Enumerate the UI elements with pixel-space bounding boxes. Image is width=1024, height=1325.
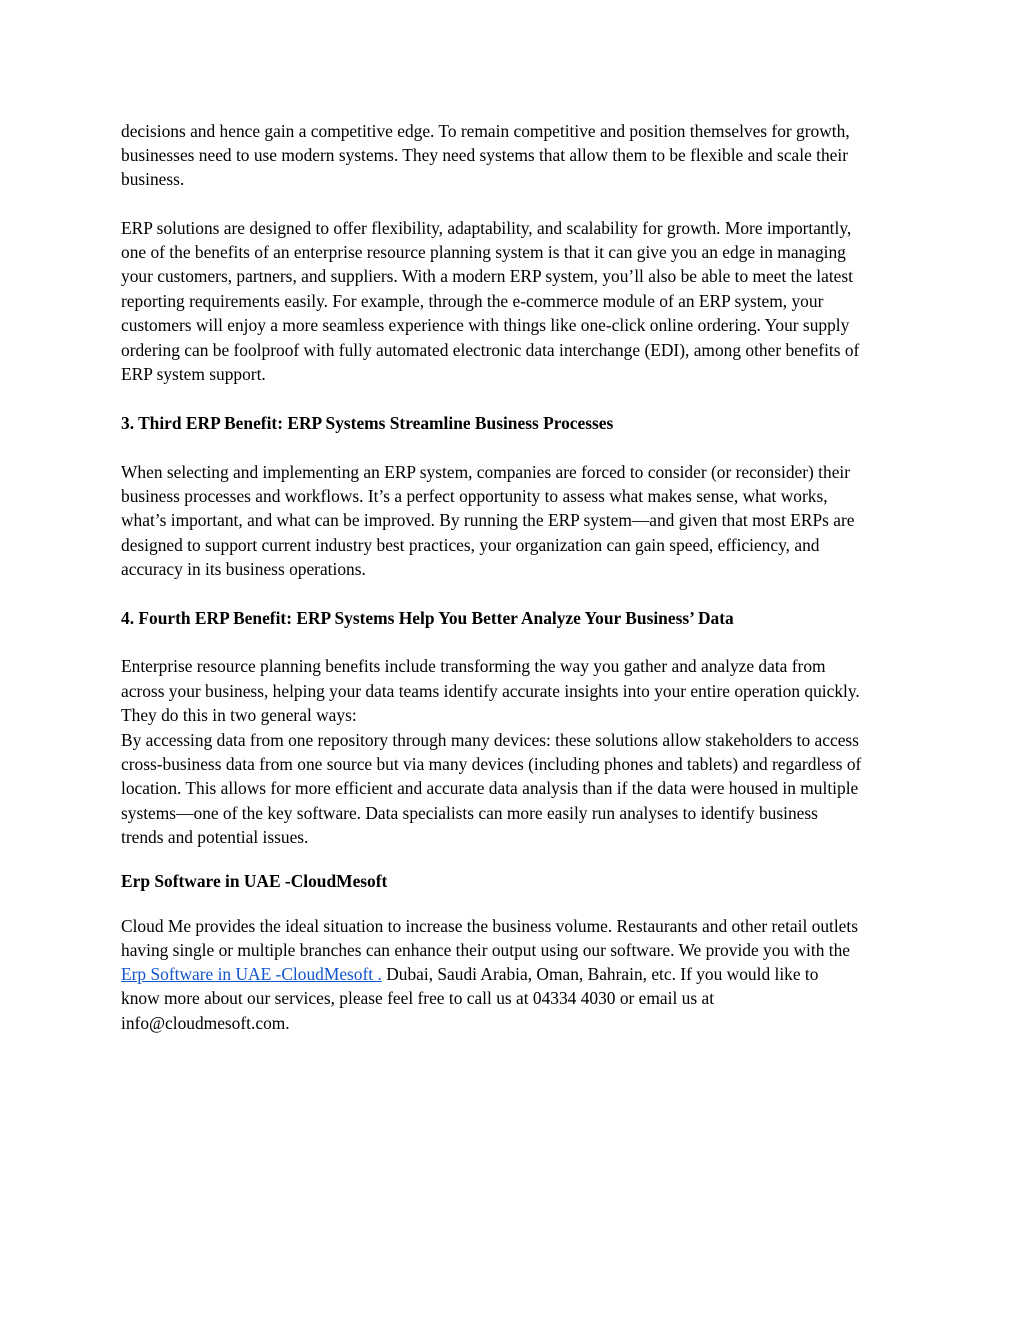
paragraph-1-line-1: decisions and hence gain a competitive edge. To remain competitive and position themselves for growth,	[121, 121, 850, 141]
heading-fourth-benefit: 4. Fourth ERP Benefit: ERP Systems Help You Better Analyze Your Business’ Data	[121, 608, 734, 628]
paragraph-2-line-6: ordering can be foolproof with fully automated electronic data interchange (EDI), among other benefits of	[121, 340, 860, 360]
paragraph-5-line-4: know more about our services, please feel free to call us at 04334 4030 or email us at	[121, 988, 715, 1008]
paragraph-5-line-5: info@cloudmesoft.com.	[121, 1013, 290, 1033]
paragraph-5-line-3	[121, 962, 818, 986]
heading-third-benefit: 3. Third ERP Benefit: ERP Systems Streamline Business Processes	[121, 413, 614, 433]
paragraph-2-line-4: reporting requirements easily. For example, through the e-commerce module of an ERP system, your	[121, 291, 824, 311]
paragraph-4-line-7: systems—one of the key software. Data specialists can more easily run analyses to identify business	[121, 803, 818, 823]
paragraph-3-line-5: accuracy in its business operations.	[121, 559, 366, 579]
heading-erp-software-uae: Erp Software in UAE -CloudMesoft	[121, 871, 388, 891]
paragraph-4-line-1: Enterprise resource planning benefits include transforming the way you gather and analyze data from	[121, 656, 826, 676]
paragraph-3-line-2: business processes and workflows. It’s a perfect opportunity to assess what makes sense, what works,	[121, 486, 828, 506]
erp-software-uae-link[interactable]: Erp Software in UAE -CloudMesoft	[121, 964, 374, 984]
paragraph-5-line-2: having single or multiple branches can enhance their output using our software. We provide you with the	[121, 940, 850, 960]
paragraph-4-line-2: across your business, helping your data teams identify accurate insights into your entire operation quickly.	[121, 681, 860, 701]
paragraph-1-line-2: businesses need to use modern systems. They need systems that allow them to be flexible and scale their	[121, 145, 849, 165]
paragraph-1-line-3: business.	[121, 169, 185, 189]
paragraph-4-line-5: cross-business data from one source but via many devices (including phones and tablets) and regardless of	[121, 754, 862, 774]
paragraph-2-line-3: your customers, partners, and suppliers. With a modern ERP system, you’ll also be able to meet the latest	[121, 266, 853, 286]
paragraph-3-line-3: what’s important, and what can be improved. By running the ERP system—and given that most ERPs are	[121, 510, 855, 530]
paragraph-2-line-5: customers will enjoy a more seamless experience with things like one-click online ordering. Your supply	[121, 315, 850, 335]
paragraph-2-line-7: ERP system support.	[121, 364, 266, 384]
paragraph-4-line-6: location. This allows for more efficient and accurate data analysis than if the data were housed in multiple	[121, 778, 859, 798]
paragraph-5-line-3-rest: Dubai, Saudi Arabia, Oman, Bahrain, etc. If you would like to	[381, 964, 819, 984]
paragraph-2-line-1: ERP solutions are designed to offer flexibility, adaptability, and scalability for growth. More importantly,	[121, 218, 852, 238]
paragraph-2-line-2: one of the benefits of an enterprise resource planning system is that it can give you an edge in managing	[121, 242, 846, 262]
paragraph-5-line-1: Cloud Me provides the ideal situation to increase the business volume. Restaurants and other retail outlets	[121, 916, 859, 936]
paragraph-4-line-4: By accessing data from one repository through many devices: these solutions allow stakeholders to access	[121, 730, 859, 750]
paragraph-3-line-4: designed to support current industry best practices, your organization can gain speed, efficiency, and	[121, 535, 820, 555]
paragraph-4-line-8: trends and potential issues.	[121, 827, 309, 847]
paragraph-4-line-3: They do this in two general ways:	[121, 705, 357, 725]
paragraph-3-line-1: When selecting and implementing an ERP system, companies are forced to consider (or reconsider) their	[121, 462, 851, 482]
link-trailing-dot[interactable]: .	[377, 964, 382, 984]
